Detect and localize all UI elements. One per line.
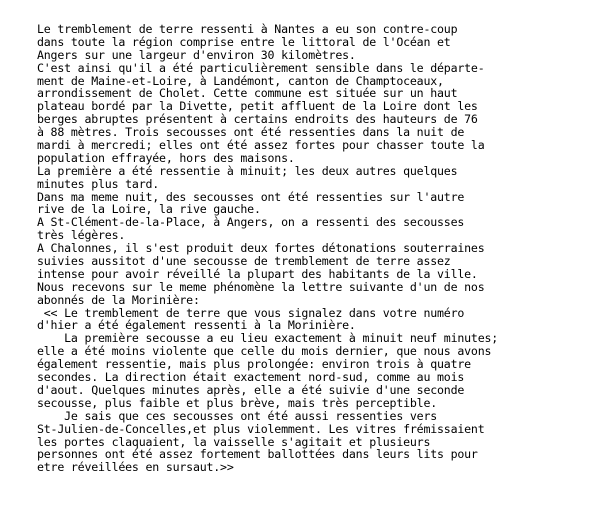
text-line: minutes plus tard. bbox=[37, 176, 160, 191]
text-line: St-Julien-de-Concelles,et plus violemment. Les vitres frémissaient bbox=[37, 421, 485, 436]
text-line: La première a été ressentie à minuit; les deux autres quelques bbox=[37, 163, 458, 178]
text-line: arrondissement de Cholet. Cette commune est située sur un haut bbox=[37, 86, 458, 101]
text-line: secondes. La direction était exactement nord-sud, comme au mois bbox=[37, 370, 465, 385]
text-line: ment de Maine-et-Loire, à Landémont, canton de Champtoceaux, bbox=[37, 73, 444, 88]
text-line: très légères. bbox=[37, 228, 126, 243]
text-line: personnes ont été assez fortement ballottées dans leurs lits pour bbox=[37, 447, 478, 462]
text-line: à 88 mètres. Trois secousses ont été ressenties dans la nuit de bbox=[37, 125, 465, 140]
text-line: Nous recevons sur le meme phénomène la lettre suivante d'un de nos bbox=[37, 279, 485, 294]
text-line: A Chalonnes, il s'est produit deux fortes détonations souterraines bbox=[37, 241, 485, 256]
text-line: << Le tremblement de terre que vous signalez dans votre numéro bbox=[37, 305, 465, 320]
text-line: dans toute la région comprise entre le littoral de l'Océan et bbox=[37, 34, 451, 49]
text-line: C'est ainsi qu'il a été particulièrement sensible dans le départe- bbox=[37, 60, 485, 75]
document-text bbox=[37, 23, 597, 474]
text-line: A St-Clément-de-la-Place, à Angers, on a ressenti des secousses bbox=[37, 215, 465, 230]
text-line: les portes claquaient, la vaisselle s'agitait et plusieurs bbox=[37, 434, 431, 449]
text-line: Je sais que ces secousses ont été aussi ressenties vers bbox=[37, 408, 438, 423]
text-line: abonnés de la Morinière: bbox=[37, 292, 200, 307]
text-line: intense pour avoir réveillé la plupart des habitants de la ville. bbox=[37, 266, 478, 281]
text-line: elle a été moins violente que celle du mois dernier, que nous avons bbox=[37, 344, 492, 359]
text-line: Dans ma meme nuit, des secousses ont été ressenties sur l'autre bbox=[37, 189, 465, 204]
text-line: mardi à mercredi; elles ont été assez fortes pour chasser toute la bbox=[37, 138, 485, 153]
text-line: rive de la Loire, la rive gauche. bbox=[37, 202, 261, 217]
text-line: Angers sur une largeur d'environ 30 kilomètres. bbox=[37, 47, 356, 62]
text-line: plateau bordé par la Divette, petit affluent de la Loire dont les bbox=[37, 99, 478, 114]
text-line: etre réveillées en sursaut.>> bbox=[37, 460, 234, 475]
text-line: également ressentie, mais plus prolongée: environ trois à quatre bbox=[37, 357, 471, 372]
text-line: d'hier a été également ressenti à la Morinière. bbox=[37, 318, 356, 333]
text-line: population effrayée, hors des maisons. bbox=[37, 150, 295, 165]
text-line: secousse, plus faible et plus brève, mais très perceptible. bbox=[37, 395, 438, 410]
text-line: Le tremblement de terre ressenti à Nantes a eu son contre-coup bbox=[37, 22, 458, 36]
text-line: berges abruptes présentent à certains endroits des hauteurs de 76 bbox=[37, 112, 478, 127]
text-line: suivies aussitot d'une secousse de tremblement de terre assez bbox=[37, 254, 451, 269]
text-line: La première secousse a eu lieu exactement à minuit neuf minutes; bbox=[37, 331, 499, 346]
text-line: d'aout. Quelques minutes après, elle a été suivie d'une seconde bbox=[37, 382, 465, 397]
